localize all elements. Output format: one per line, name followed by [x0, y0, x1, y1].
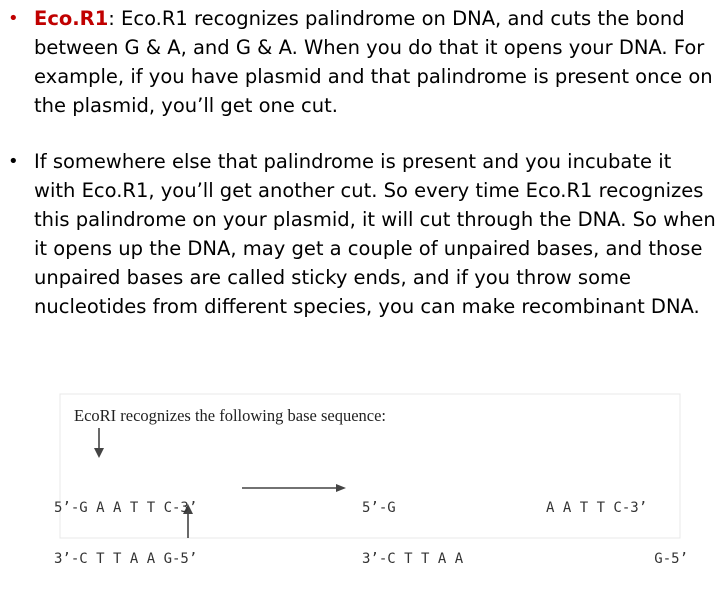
right-bottom-strand: G-5’: [654, 551, 688, 567]
left-top-strand: 5’-G: [362, 500, 396, 516]
reaction-arrow: [242, 484, 346, 492]
right-top-strand: A A T T C-3’: [546, 500, 648, 516]
left-fragment: [362, 466, 463, 602]
figure-caption: EcoRI recognizes the following base sequence:: [74, 406, 387, 425]
bullet-text: If somewhere else that palindrome is present and you incubate it with Eco.R1, you’ll get another cut. So every time Eco.R1 recognizes this palindrome on your plasmid, it will cut through the DNA. So when it opens up the DNA, may get a couple of unpaired bases, and those unpaired bases are called sticky ends, and if you throw some nucleotides from different species, you can make recombinant DNA.: [34, 150, 716, 318]
bullet-item-ecor1: [8, 4, 716, 120]
left-bottom-strand: 3’-C T T A A: [362, 551, 464, 567]
bullet-item-recombinant: [8, 147, 716, 321]
bullet-text: : Eco.R1 recognizes palindrome on DNA, and cuts the bond between G & A, and G & A. When you do that it opens your DNA. For example, if you have plasmid and that palindrome is present once on the plasmid, you’ll get one cut.: [34, 7, 713, 117]
bullet-marker: •: [8, 8, 19, 29]
original-bottom-strand: 3’-C T T A A G-5’: [54, 551, 198, 567]
ecori-figure: [0, 392, 720, 567]
right-fragment: [546, 466, 696, 602]
term-ecor1: Eco.R1: [34, 7, 109, 30]
original-top-strand: 5’-G A A T T C-3’: [54, 500, 198, 516]
original-sequence: [54, 466, 197, 602]
bullet-marker: •: [8, 151, 19, 172]
cut-arrow-top: [94, 428, 104, 458]
bullet-list: [8, 4, 716, 321]
